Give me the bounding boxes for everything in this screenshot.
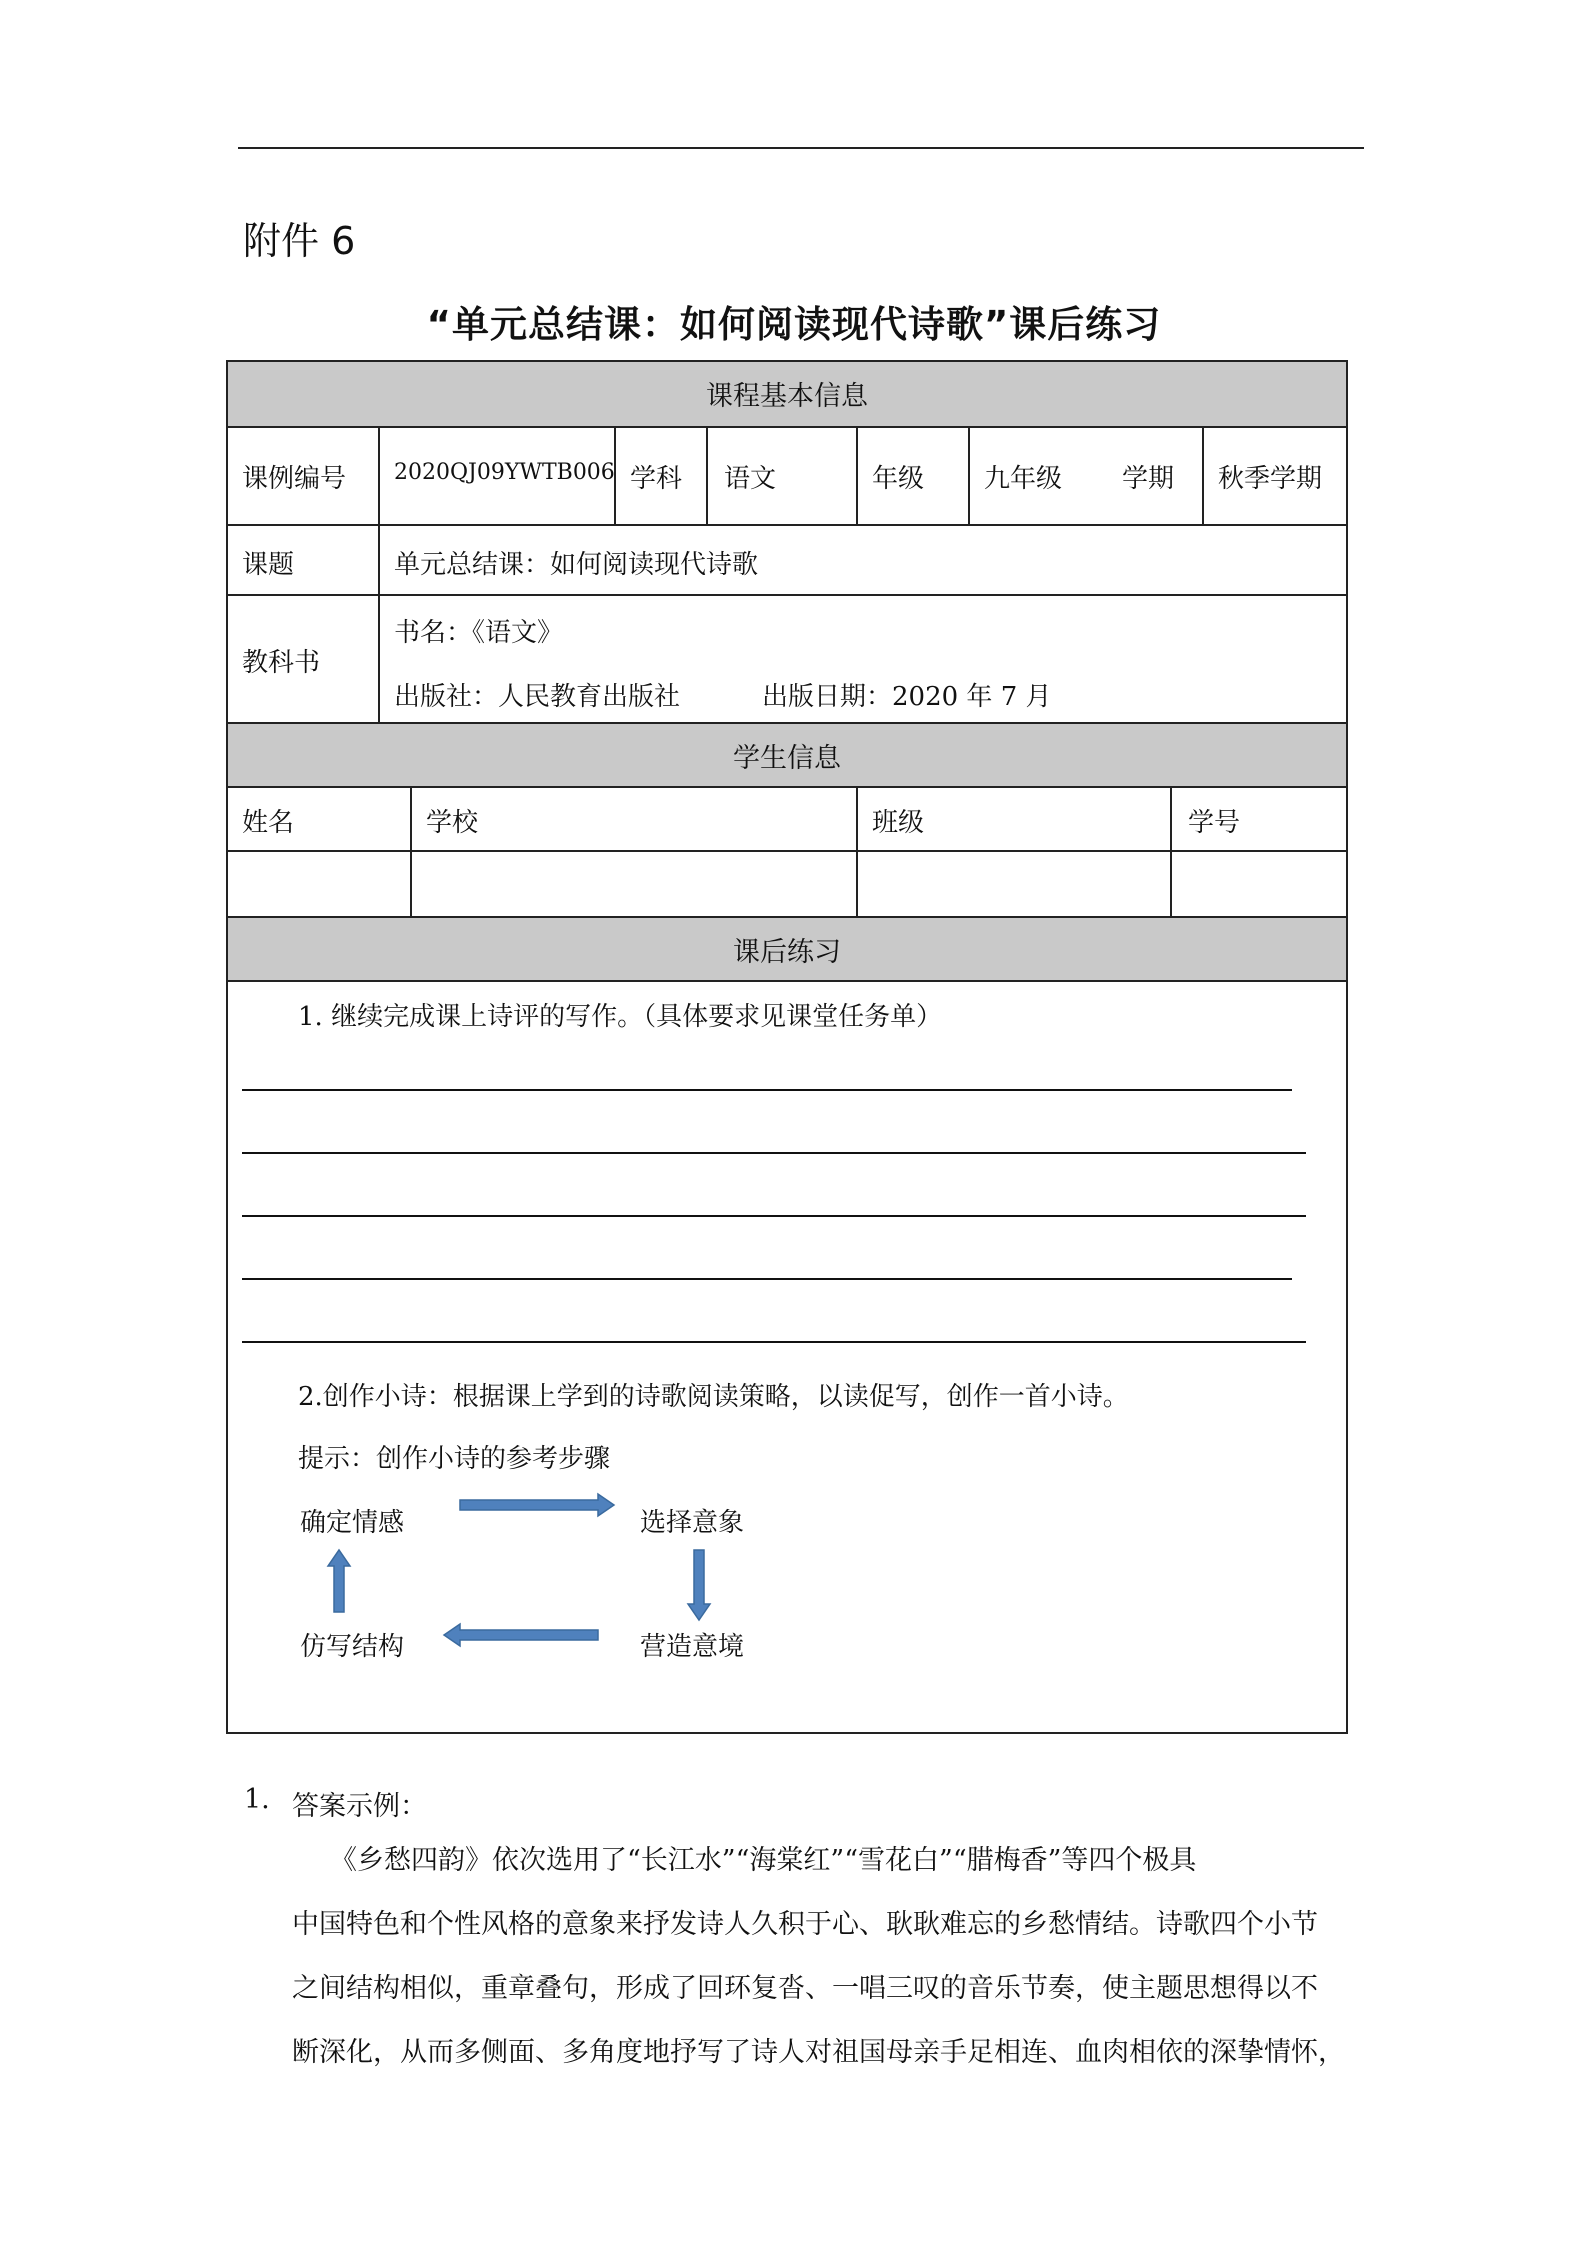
table-border-bottom — [226, 1732, 1348, 1734]
student-name-header: 姓名 — [242, 808, 295, 838]
answer-paragraph-line: 之间结构相似，重章叠句，形成了回环复沓、一唱三叹的音乐节奏，使主题思想得以不 — [292, 1973, 1318, 2004]
answer-paragraph-line: 断深化，从而多侧面、多角度地抒写了诗人对祖国母亲手足相连、血肉相依的深挚情怀， — [292, 2037, 1345, 2068]
question-1: 1. 继续完成课上诗评的写作。（具体要求见课堂任务单） — [298, 1002, 943, 1032]
textbook-publisher: 出版社：人民教育出版社 — [394, 682, 681, 712]
table-border-left — [226, 360, 228, 1734]
student-info-title: 学生信息 — [733, 743, 841, 774]
col-rule — [856, 426, 858, 524]
topic-label: 课题 — [242, 550, 295, 580]
table-border-right — [1346, 360, 1348, 1734]
topic-value: 单元总结课：如何阅读现代诗歌 — [394, 550, 759, 580]
student-id-field[interactable] — [1172, 852, 1346, 914]
step-confirm-emotion: 确定情感 — [300, 1508, 405, 1538]
answer-writing-line[interactable] — [242, 1152, 1306, 1154]
hint-text: 提示：创作小诗的参考步骤 — [298, 1444, 611, 1474]
answer-number: 1. — [244, 1784, 270, 1815]
textbook-label: 教科书 — [242, 648, 321, 678]
answer-writing-line[interactable] — [242, 1278, 1292, 1280]
case-number-value: 2020QJ09YWTB006 — [394, 460, 615, 485]
answer-paragraph-line: 《乡愁四韵》依次选用了“长江水”“海棠红”“雪花白”“腊梅香”等四个极具 — [330, 1845, 1197, 1876]
row-rule — [226, 524, 1348, 526]
col-rule — [1202, 426, 1204, 524]
document-title: “单元总结课：如何阅读现代诗歌”课后练习 — [426, 303, 1162, 346]
question-2: 2.创作小诗：根据课上学到的诗歌阅读策略，以读促写，创作一首小诗。 — [298, 1382, 1129, 1412]
course-info-title: 课程基本信息 — [706, 381, 868, 412]
row-rule — [226, 786, 1348, 788]
student-class-field[interactable] — [858, 852, 1170, 914]
answer-heading: 答案示例： — [292, 1791, 427, 1822]
term-label: 学期 — [1122, 464, 1175, 494]
step-create-mood: 营造意境 — [640, 1632, 745, 1662]
arrow-left-icon — [440, 1622, 600, 1648]
row-rule — [226, 722, 1348, 724]
row-rule — [226, 980, 1348, 982]
arrow-down-icon — [686, 1548, 712, 1622]
answer-writing-line[interactable] — [242, 1341, 1306, 1343]
subject-label: 学科 — [630, 464, 683, 494]
table-border-top — [226, 360, 1348, 362]
textbook-name: 书名：《语文》 — [394, 618, 564, 648]
row-rule — [226, 916, 1348, 918]
student-id-header: 学号 — [1188, 808, 1241, 838]
header-rule — [238, 147, 1364, 149]
student-class-header: 班级 — [872, 808, 925, 838]
row-rule — [226, 426, 1348, 428]
grade-label: 年级 — [872, 464, 925, 494]
term-value: 秋季学期 — [1218, 464, 1323, 494]
arrow-right-icon — [458, 1492, 618, 1518]
case-number-label: 课例编号 — [242, 464, 347, 494]
answer-writing-line[interactable] — [242, 1215, 1306, 1217]
exercises-title: 课后练习 — [733, 937, 841, 968]
textbook-date: 出版日期：2020 年 7 月 — [762, 682, 1052, 712]
student-name-field[interactable] — [228, 852, 410, 914]
col-rule — [378, 426, 380, 524]
student-school-header: 学校 — [426, 808, 479, 838]
student-school-field[interactable] — [412, 852, 856, 914]
annex-label: 附件 6 — [243, 219, 356, 263]
col-rule — [378, 524, 380, 722]
col-rule — [968, 426, 970, 524]
arrow-up-icon — [326, 1548, 352, 1614]
col-rule — [706, 426, 708, 524]
exercise-table — [226, 360, 1348, 1734]
answer-writing-line[interactable] — [242, 1089, 1292, 1091]
grade-value: 九年级 — [984, 464, 1063, 494]
step-imitate-structure: 仿写结构 — [300, 1632, 405, 1662]
step-choose-imagery: 选择意象 — [640, 1508, 745, 1538]
answer-paragraph-line: 中国特色和个性风格的意象来抒发诗人久积于心、耿耿难忘的乡愁情结。诗歌四个小节 — [292, 1909, 1318, 1940]
row-rule — [226, 594, 1348, 596]
subject-value: 语文 — [724, 464, 777, 494]
